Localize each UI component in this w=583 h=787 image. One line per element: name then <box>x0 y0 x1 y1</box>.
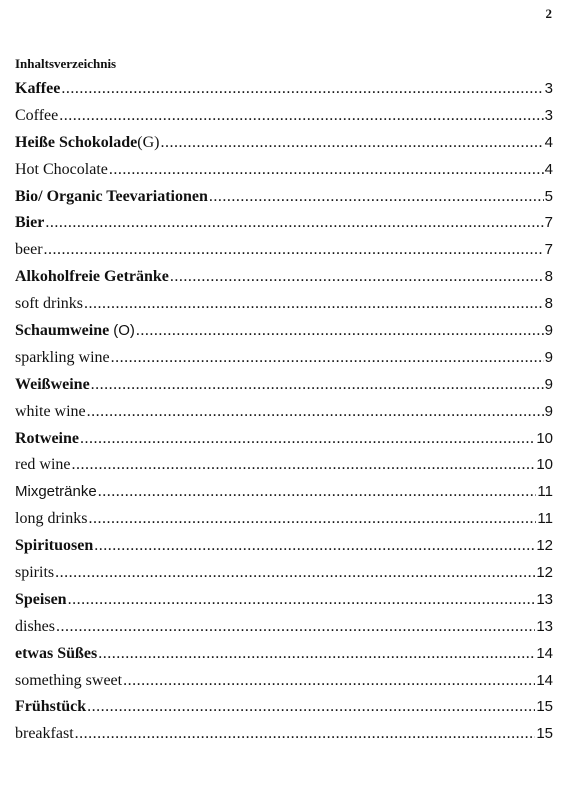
toc-entry-something-sweet[interactable] <box>15 668 553 695</box>
toc-entry-title: Bio/ Organic Teevariationen <box>15 187 208 205</box>
toc-page-number: 4 <box>544 160 553 178</box>
toc-page-number: 5 <box>544 187 553 205</box>
toc-page-number: 15 <box>536 698 553 716</box>
toc-entry-schaumweine[interactable] <box>15 318 553 345</box>
toc-entry-suffix: (O) <box>113 322 135 340</box>
toc-entry-title: dishes <box>15 617 55 635</box>
toc-entry-title: something sweet <box>15 671 123 689</box>
toc-dot-leader <box>170 264 544 291</box>
toc-entry-title-group <box>15 318 135 345</box>
toc-entry-title: Mixgetränke <box>15 483 97 501</box>
toc-entry-title: red wine <box>15 456 71 474</box>
toc-dot-leader <box>68 587 536 614</box>
toc-entry-breakfast[interactable] <box>15 721 553 748</box>
toc-entry-title: breakfast <box>15 725 74 743</box>
toc-dot-leader <box>136 318 544 345</box>
toc-entry-rotweine[interactable] <box>15 426 553 453</box>
toc-dot-leader <box>44 237 544 264</box>
toc-page-number: 9 <box>544 402 553 420</box>
toc-entry-alkoholfreie-getraenke[interactable] <box>15 264 553 291</box>
toc-entry-title: long drinks <box>15 510 88 528</box>
toc-page-number: 7 <box>544 241 553 259</box>
toc-dot-leader <box>45 210 543 237</box>
toc-entry-soft-drinks[interactable] <box>15 291 553 318</box>
toc-entry-weissweine[interactable] <box>15 372 553 399</box>
toc-entry-coffee[interactable] <box>15 103 553 130</box>
toc-page-number: 11 <box>537 483 553 501</box>
toc-entry-red-wine[interactable] <box>15 452 553 479</box>
toc-dot-leader <box>80 426 535 453</box>
toc-dot-leader <box>56 614 535 641</box>
toc-dot-leader <box>88 506 536 533</box>
toc-dot-leader <box>111 345 544 372</box>
toc-entry-beer[interactable] <box>15 237 553 264</box>
toc-entry-title: Rotweine <box>15 429 79 447</box>
toc-entry-title: beer <box>15 241 43 259</box>
toc-dot-leader <box>123 668 535 695</box>
toc-dot-leader <box>209 184 544 211</box>
toc-entry-title: Weißweine <box>15 375 90 393</box>
toc-entry-title: Spirituosen <box>15 537 94 555</box>
toc-dot-leader <box>72 452 536 479</box>
toc-dot-leader <box>87 399 544 426</box>
toc-entry-dishes[interactable] <box>15 614 553 641</box>
toc-entry-title: Heiße Schokolade <box>15 133 138 151</box>
toc-entry-bier[interactable] <box>15 210 553 237</box>
toc-page-number: 11 <box>537 510 553 528</box>
toc-entry-fruehstueck[interactable] <box>15 694 553 721</box>
toc-dot-leader <box>160 130 543 157</box>
toc-entry-mixgetraenke[interactable] <box>15 479 553 506</box>
toc-entry-title: soft drinks <box>15 295 83 313</box>
toc-dot-leader <box>55 560 535 587</box>
toc-entry-heisse-schokolade[interactable] <box>15 130 553 157</box>
toc-entry-etwas-suesses[interactable] <box>15 641 553 668</box>
toc-page-number: 10 <box>536 456 553 474</box>
toc-entry-title: spirits <box>15 564 55 582</box>
toc-entry-title: Frühstück <box>15 698 87 716</box>
toc-heading: Inhaltsverzeichnis <box>15 56 117 71</box>
toc-dot-leader <box>75 721 536 748</box>
toc-page-number: 14 <box>536 671 553 689</box>
toc-entry-title: Alkoholfreie Getränke <box>15 268 169 286</box>
toc-entry-title: Speisen <box>15 590 67 608</box>
toc-entry-kaffee[interactable] <box>15 76 553 103</box>
toc-entry-title: etwas Süßes <box>15 644 98 662</box>
toc-entry-title: sparkling wine <box>15 348 110 366</box>
toc-entry-title: Kaffee <box>15 80 61 97</box>
toc-dot-leader <box>98 641 535 668</box>
toc-entry-long-drinks[interactable] <box>15 506 553 533</box>
toc-page-number: 9 <box>544 375 553 393</box>
toc-page-number: 15 <box>536 725 553 743</box>
toc-page-number: 3 <box>544 80 553 97</box>
toc-page-number: 9 <box>544 322 553 340</box>
toc-page-number: 10 <box>536 429 553 447</box>
toc-entry-hot-chocolate[interactable] <box>15 157 553 184</box>
toc-page-number: 7 <box>544 214 553 232</box>
toc-entry-spirits[interactable] <box>15 560 553 587</box>
toc-page-number: 14 <box>536 644 553 662</box>
toc-dot-leader <box>59 103 543 130</box>
toc-entry-bio-organic-tee[interactable] <box>15 184 553 211</box>
toc-page-number: 8 <box>544 268 553 286</box>
table-of-contents <box>15 76 553 748</box>
toc-page-number: 12 <box>536 537 553 555</box>
toc-entry-suffix: (G) <box>137 133 160 151</box>
page-number: 2 <box>545 6 552 21</box>
toc-page-number: 12 <box>536 564 553 582</box>
toc-dot-leader <box>98 479 537 506</box>
toc-page-number: 13 <box>536 617 553 635</box>
toc-entry-title: Schaumweine <box>15 322 114 340</box>
toc-dot-leader <box>87 694 535 721</box>
toc-entry-title: Bier <box>15 214 45 232</box>
toc-entry-title: Hot Chocolate <box>15 160 108 178</box>
toc-dot-leader <box>84 291 544 318</box>
toc-dot-leader <box>94 533 535 560</box>
toc-entry-white-wine[interactable] <box>15 399 553 426</box>
toc-page-number: 13 <box>536 590 553 608</box>
toc-dot-leader <box>61 76 543 103</box>
toc-entry-speisen[interactable] <box>15 587 553 614</box>
toc-entry-spirituosen[interactable] <box>15 533 553 560</box>
toc-page-number: 8 <box>544 295 553 313</box>
toc-entry-title: Coffee <box>15 106 59 124</box>
toc-entry-sparkling-wine[interactable] <box>15 345 553 372</box>
toc-page-number: 9 <box>544 348 553 366</box>
toc-dot-leader <box>109 157 544 184</box>
toc-entry-title-group <box>15 130 159 157</box>
toc-page-number: 4 <box>544 133 553 151</box>
toc-dot-leader <box>91 372 544 399</box>
toc-entry-title: white wine <box>15 402 86 420</box>
toc-page-number: 3 <box>544 106 553 124</box>
